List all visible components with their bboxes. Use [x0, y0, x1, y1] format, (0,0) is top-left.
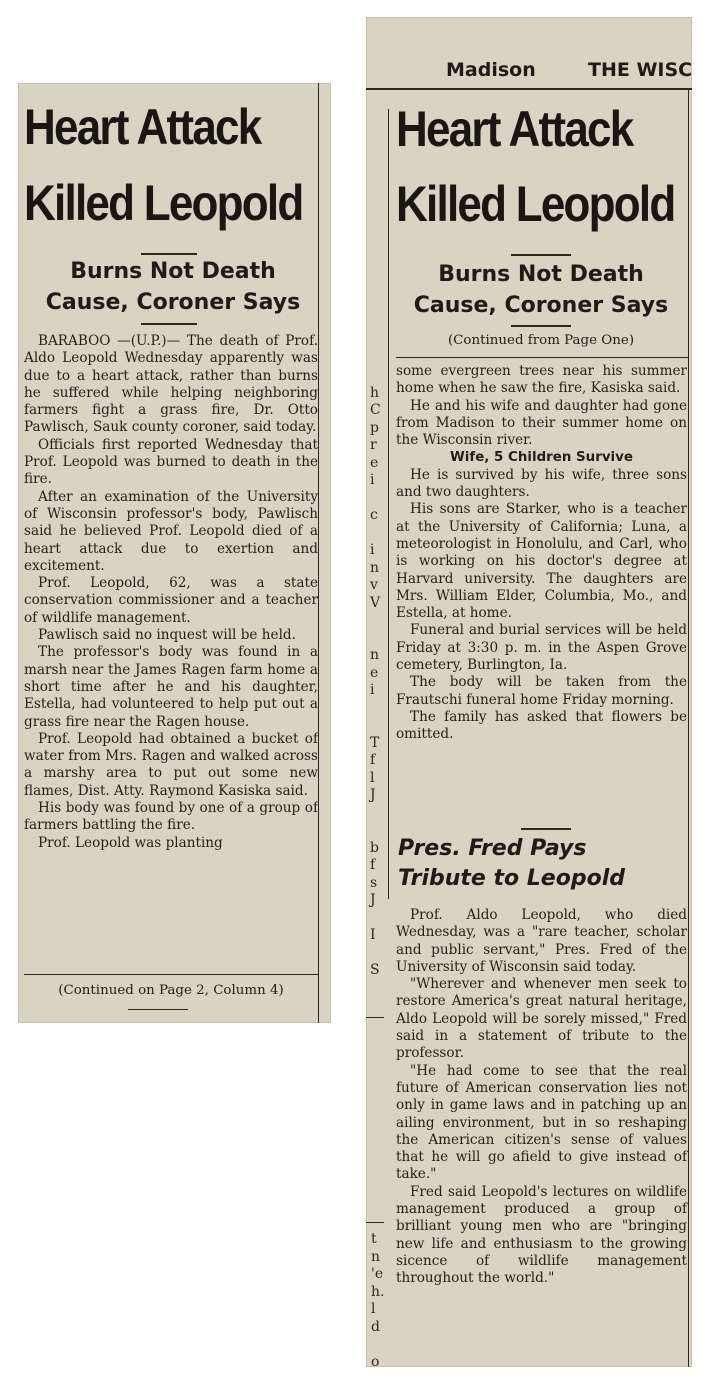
paragraph: "He had come to see that the real future of American conservation lies not only in game laws and in patching up an ailing environment, but in so reshaping the American citizen's sense of values that he will go afield to give instead of take." [396, 1062, 687, 1183]
second-headline-line-1: Pres. Fred Pays [398, 836, 587, 861]
subhead-line-2: Cause, Coroner Says [45, 290, 301, 315]
paragraph: The professor's body was found in a marsh near the James Ragen farm home a short time after he and his daughter, Estella, had volunteered to help put out a grass fire near the Ragen house. [24, 644, 318, 730]
paragraph: some evergreen trees near his summer home when he saw the fire, Kasiska said. [396, 363, 687, 397]
second-headline-line-2: Tribute to Leopold [398, 866, 625, 891]
subhead-line-1: Burns Not Death [70, 259, 276, 284]
paragraph: BARABOO —(U.P.)— The death of Prof. Aldo Leopold Wednesday apparently was due to a heart attack, rather than burns he suffered while helping neighboring farmers fight a grass fire, Dr. Otto Pawlisch, Sauk county coroner, said today. [24, 333, 318, 436]
paragraph: Funeral and burial services will be held Friday at 3:30 p. m. in the Aspen Grove cemetery, Burlington, Ia. [396, 622, 687, 674]
paragraph: "Wherever and whenever men seek to restore America's great natural heritage, Aldo Leopold will be sorely missed," Fred said in a statement of tribute to the professor. [396, 976, 687, 1062]
masthead-city: Madison [446, 59, 536, 81]
divider-rule [511, 254, 571, 256]
paragraph: Pawlisch said no inquest will be held. [38, 627, 296, 644]
section-heading: Wife, 5 Children Survive [450, 450, 633, 466]
right-clipping [366, 17, 693, 1370]
paragraph: Prof. Leopold was planting [38, 834, 223, 851]
paragraph: He is survived by his wife, three sons and two daughters. [396, 466, 687, 501]
left-column-rule [388, 109, 389, 899]
continued-from-note: (Continued from Page One) [447, 333, 635, 348]
divider-rule [141, 253, 197, 255]
bottom-rule [24, 974, 318, 975]
divider-rule [141, 323, 197, 325]
left-clipping [18, 83, 331, 1023]
article-body [24, 333, 318, 852]
paragraph: Prof. Leopold had obtained a bucket of water from Mrs. Ragen and walked across a marshy area to put out some new flames, Dist. Atty. Raymond Kasiska said. [24, 730, 318, 799]
masthead-paper: THE WISC [588, 59, 693, 81]
headline-line-1: Heart Attack [24, 99, 261, 155]
article-continuation [396, 363, 687, 744]
right-column-rule [688, 89, 689, 1367]
divider-rule [511, 325, 571, 327]
paragraph: His body was found by one of a group of farmers battling the fire. [24, 800, 318, 834]
tribute-article-body [396, 907, 687, 1288]
paragraph: Prof. Aldo Leopold, who died Wednesday, was a "rare teacher, scholar and public servant," Pres. Fred of the University of Wisconsin said today. [396, 907, 687, 975]
column-rule [318, 83, 319, 1023]
masthead-rule [366, 88, 692, 90]
divider-rule [521, 828, 571, 830]
section-rule [396, 357, 688, 358]
paragraph: The body will be taken from the Frautschi funeral home Friday morning. [396, 674, 687, 708]
headline-line-1: Heart Attack [396, 101, 633, 157]
divider-rule [128, 1009, 188, 1010]
paragraph: Fred said Leopold's lectures on wildlife management produced a group of brilliant young men who are "bringing new life and enthusiasm to the growing sicence of wildlife management throughout the world." [396, 1183, 687, 1287]
paragraph: The family has asked that flowers be omitted. [396, 708, 687, 743]
subhead-line-2: Cause, Coroner Says [413, 293, 669, 318]
fragment-rule [366, 1222, 384, 1223]
paragraph: After an examination of the University of Wisconsin professor's body, Pawlisch said he believed Prof. Leopold died of a heart attack due to exertion and excitement. [24, 488, 318, 574]
continued-note: (Continued on Page 2, Column 4) [58, 983, 284, 998]
headline-line-2: Killed Leopold [396, 176, 675, 232]
headline-line-2: Killed Leopold [24, 175, 303, 231]
subhead-line-1: Burns Not Death [438, 262, 644, 287]
adjacent-column-fragment-upper: h C p r e i c i n v V n e i T f l J b f s J I S [370, 384, 381, 978]
adjacent-column-fragment-lower: t n 'e h. l d o [371, 1231, 385, 1370]
paragraph: Prof. Leopold, 62, was a state conservation commissioner and a teacher of wildlife management. [24, 575, 318, 626]
paragraph: Officials first reported Wednesday that Prof. Leopold was burned to death in the fire. [24, 436, 318, 488]
paragraph: He and his wife and daughter had gone from Madison to their summer home on the Wisconsin river. [396, 397, 687, 449]
fragment-rule [366, 1017, 384, 1018]
paragraph: His sons are Starker, who is a teacher at the University of California; Luna, a meteorologist in Honolulu, and Carl, who is working on his doctor's degree at Harvard university. The daughters are Mrs. William Elder, Columbia, Mo., and Estella, at home. [396, 501, 687, 622]
